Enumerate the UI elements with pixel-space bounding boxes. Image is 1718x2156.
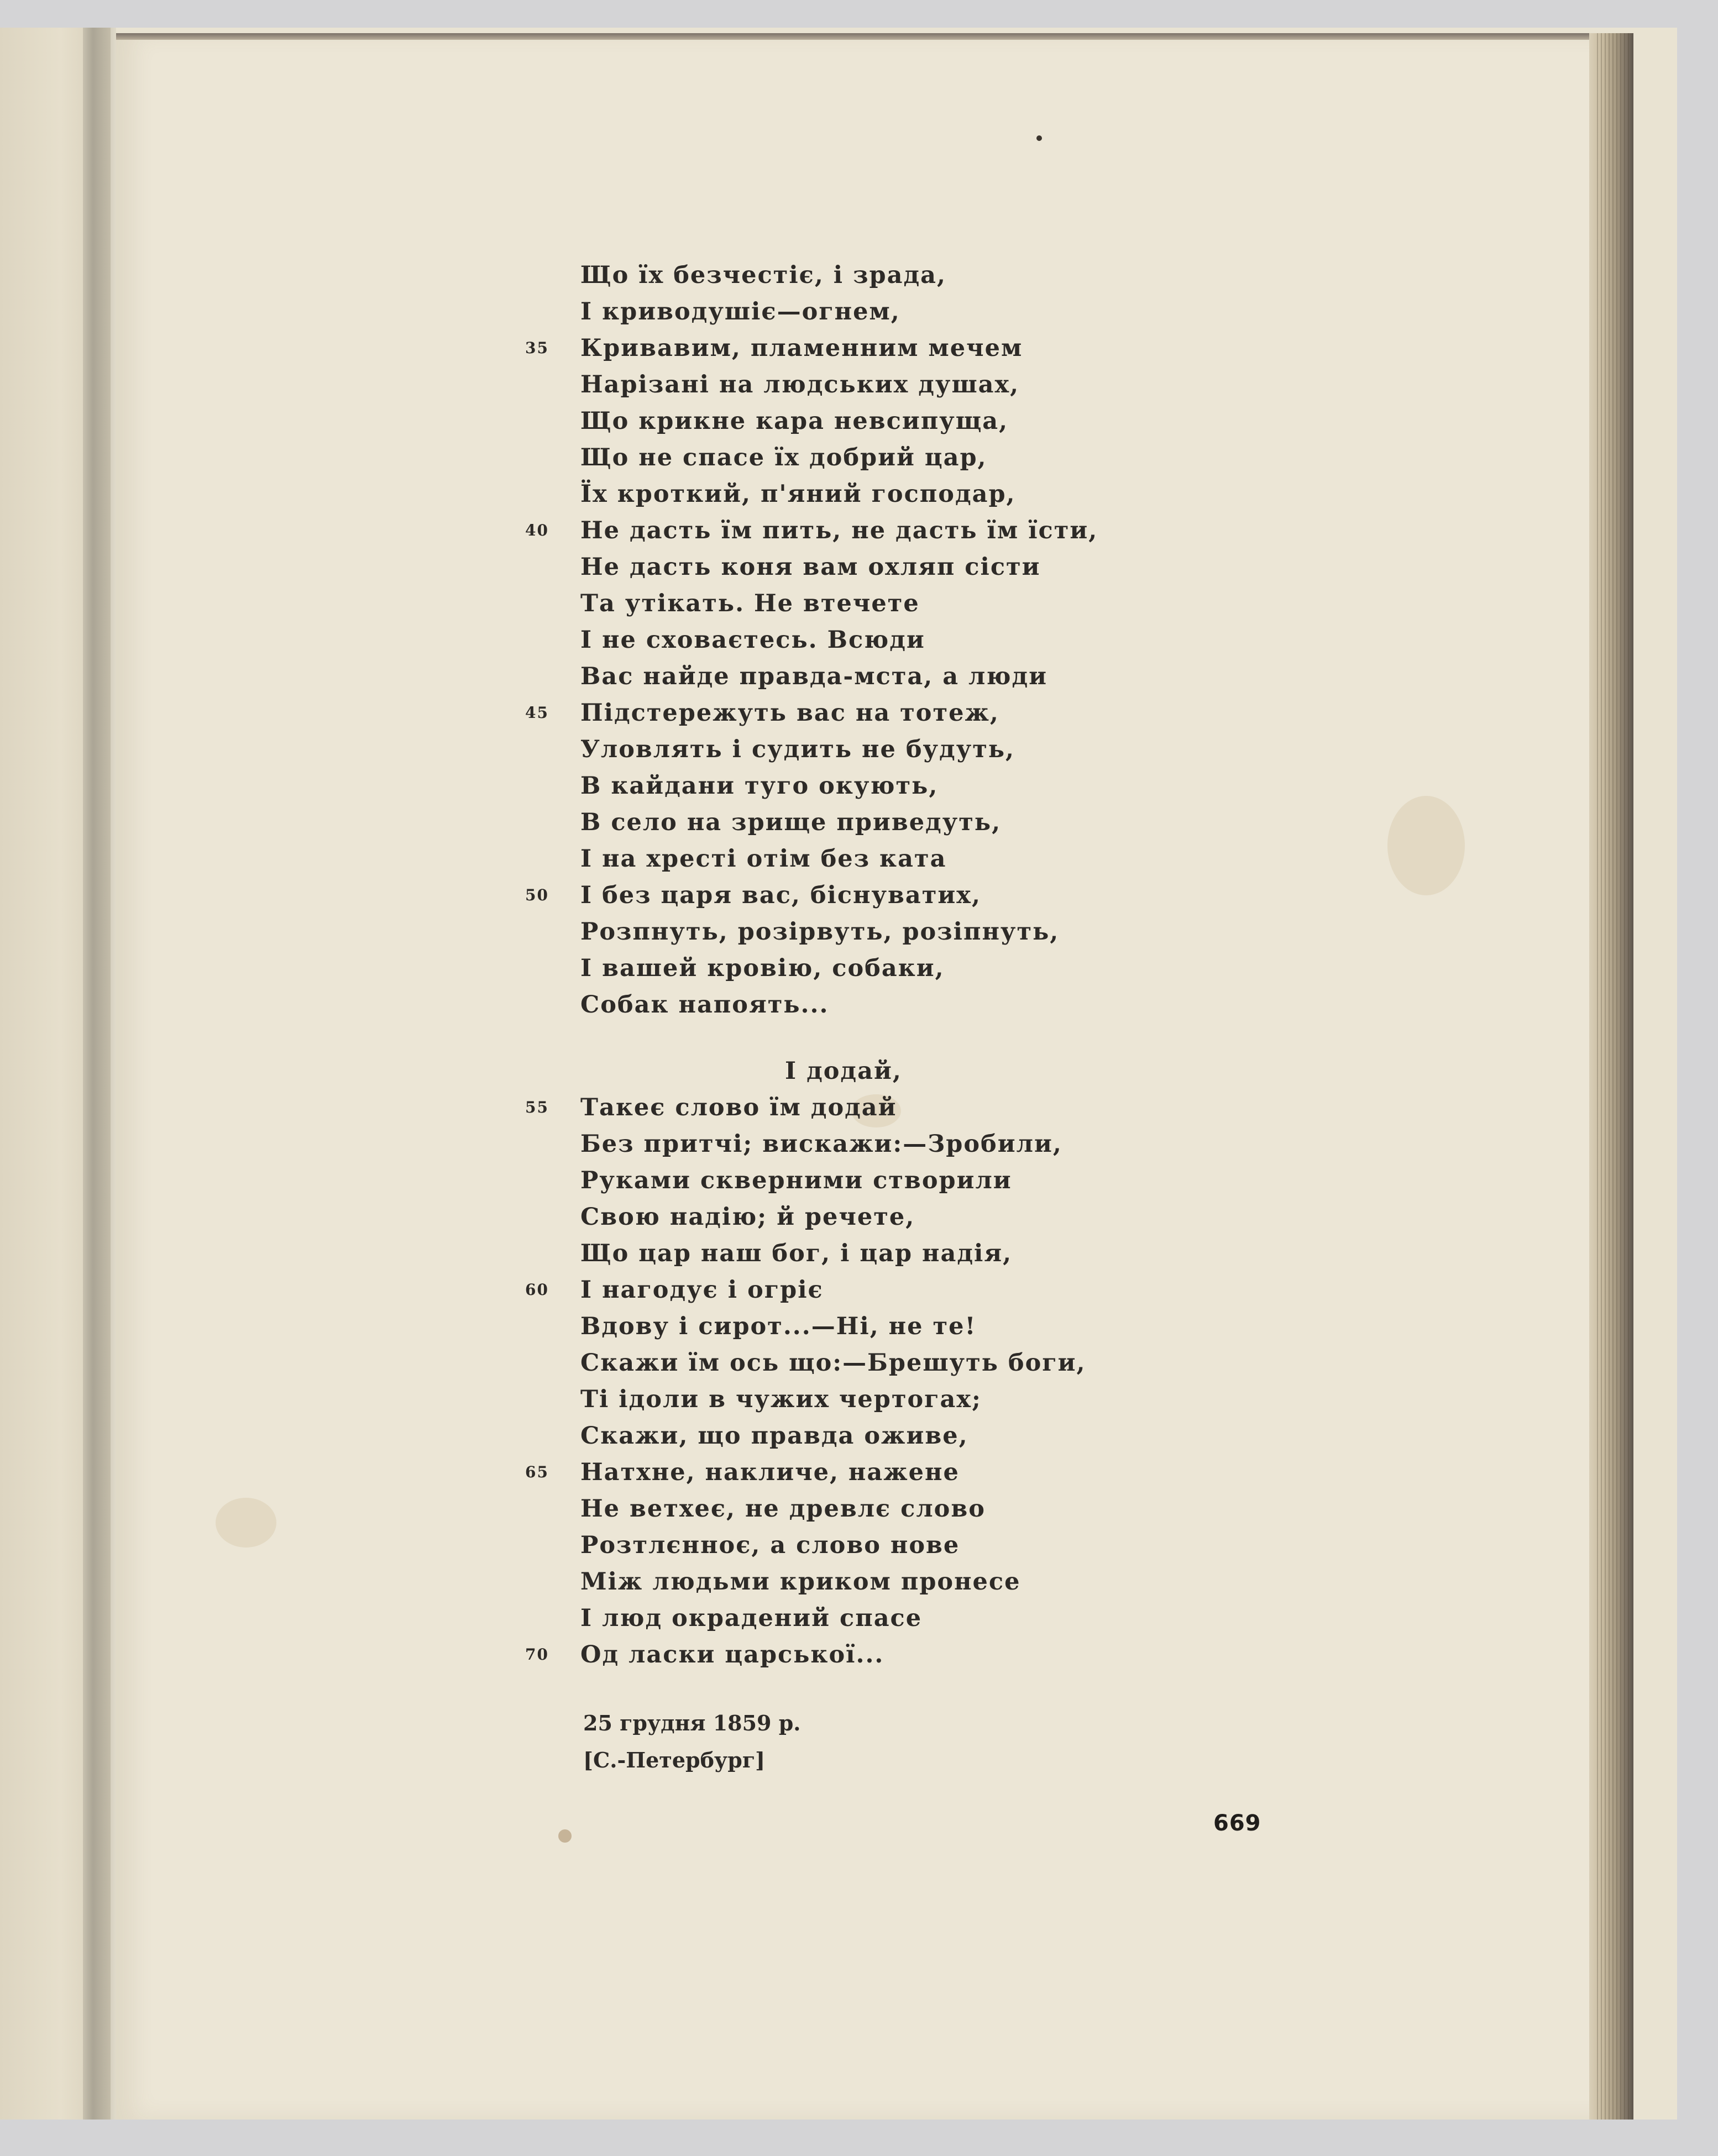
line-text: Що крикне кара невсипуща, [580,407,1009,435]
line-text: І вашей кровію, собаки, [580,954,945,982]
ink-speck [1036,135,1042,141]
poem-line [580,549,1098,585]
poem-place: [С.-Петербург] [583,1748,766,1772]
paper-stain [1387,796,1465,895]
line-number: 40 [525,521,549,539]
line-number: 60 [525,1281,549,1299]
line-text: Собак напоять... [580,991,829,1019]
line-text: Такеє слово їм додай [580,1094,897,1121]
poem-line [580,1053,1098,1089]
line-text: Та утікать. Не втечете [580,590,920,617]
line-number: 70 [525,1645,549,1664]
poem-line [580,366,1098,403]
line-text: Що не спасе їх добрий цар, [580,444,987,471]
poem-line [525,512,1098,549]
poem-line [580,1491,1098,1527]
line-text: І нагодує і огріє [580,1276,824,1304]
poem-line [525,1089,1098,1126]
line-text: Не дасть коня вам охляп сісти [580,553,1041,581]
line-number: 55 [525,1098,549,1116]
line-number: 45 [525,704,549,722]
page-top-edge [116,33,1633,40]
line-number: 65 [525,1463,549,1481]
line-text: Вдову і сирот...—Ні, не те! [580,1313,977,1340]
line-text: І не сховаєтесь. Всюди [580,626,925,654]
poem-line [580,476,1098,512]
poem-line [580,403,1098,439]
poem-line [525,1454,1098,1491]
poem-line [580,439,1098,476]
poem-line [580,1600,1098,1636]
poem-text [525,257,1098,1709]
line-text: Ті ідоли в чужих чертогах; [580,1386,982,1413]
poem-line [580,585,1098,622]
poem-line [580,1345,1098,1381]
line-text: Їх кроткий, п'яний господар, [580,480,1016,508]
line-text: Скажи їм ось що:—Брешуть боги, [580,1349,1086,1377]
line-text: Розтлєнноє, а слово нове [580,1531,960,1559]
poem-line [580,658,1098,695]
line-text: І криводушіє—огнем, [580,298,900,326]
line-text: І без царя вас, біснуватих, [580,882,981,909]
line-text: І на хресті отім без ката [580,845,947,873]
line-number: 35 [525,339,549,357]
poem-line [580,1527,1098,1564]
line-text: Підстережуть вас на тотеж, [580,699,999,727]
poem-line [580,293,1098,330]
poem-line [525,1636,1098,1673]
line-text: Од ласки царської... [580,1641,884,1669]
line-text: Нарізані на людських душах, [580,371,1020,398]
poem-line [580,1381,1098,1418]
poem-line [525,330,1098,366]
poem-line [580,914,1098,950]
poem-line [580,731,1098,768]
line-text: Скажи, що правда оживе, [580,1422,968,1450]
line-text: Що їх безчестіє, і зрада, [580,261,946,289]
page-block-texture [1597,33,1630,2120]
line-text: Без притчі; вискажи:—Зробили, [580,1130,1062,1158]
poem-line [525,877,1098,914]
poem-line [580,950,1098,987]
line-text: І люд окрадений спасе [580,1604,923,1632]
line-text: Уловлять і судить не будуть, [580,736,1015,763]
line-text: Кривавим, пламенним мечем [580,334,1023,362]
poem-line [580,987,1098,1023]
poem-line [580,1418,1098,1454]
ink-speck [558,1829,572,1843]
poem-line [580,1308,1098,1345]
line-text: Не дасть їм пить, не дасть їм їсти, [580,517,1098,544]
poem-line [580,1673,1098,1709]
poem-line [580,257,1098,293]
line-text: Натхне, накличе, нажене [580,1459,960,1486]
poem-line [580,1126,1098,1162]
line-text: Не ветхеє, не древлє слово [580,1495,986,1523]
poem-line [580,1564,1098,1600]
line-text: Між людьми криком пронесе [580,1568,1021,1596]
poem-line [525,695,1098,731]
line-text: В село на зрище приведуть, [580,809,1002,836]
poem-line [580,804,1098,841]
page-number: 669 [1213,1811,1261,1836]
line-text: Руками скверними створили [580,1167,1012,1194]
line-number: 50 [525,886,549,904]
line-text: І додай, [785,1057,902,1085]
poem-line [580,768,1098,804]
poem-line [580,622,1098,658]
line-text: Що цар наш бог, і цар надія, [580,1240,1013,1267]
poem-line [580,841,1098,877]
line-text: Розпнуть, розірвуть, розіпнуть, [580,918,1060,946]
stanza-break [580,1023,1098,1053]
poem-date: 25 грудня 1859 р. [583,1711,801,1735]
book-gutter [83,28,116,2120]
poem-line [525,1272,1098,1308]
paper-stain [216,1498,276,1548]
line-text: В кайдани туго окують, [580,772,939,800]
poem-line [580,1162,1098,1199]
line-text: Свою надію; й речете, [580,1203,915,1231]
poem-line [580,1199,1098,1235]
line-text: Вас найде правда-мста, а люди [580,663,1047,690]
poem-line [580,1235,1098,1272]
